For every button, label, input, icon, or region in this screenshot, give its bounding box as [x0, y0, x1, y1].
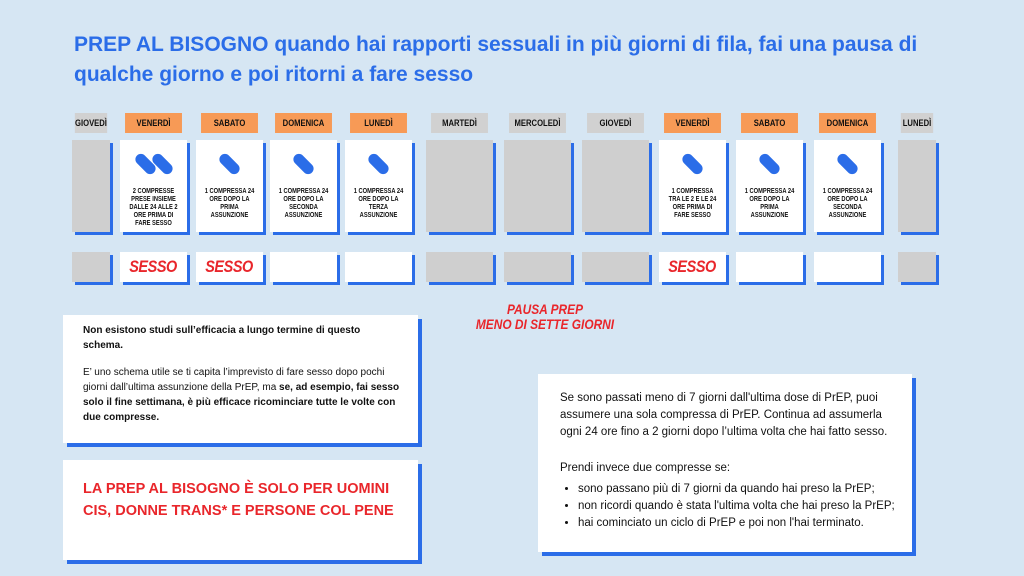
- pill-icon: [291, 152, 316, 177]
- day-header-monday-2: LUNEDÌ: [901, 113, 933, 133]
- dose-text: 1 COMPRESSA 24 ORE DOPO LA SECONDA ASSUNZIONE: [278, 188, 329, 219]
- sex-cell-empty: [814, 252, 881, 282]
- day-header-thursday-2: GIOVEDÌ: [587, 113, 644, 133]
- pause-label-line1: PAUSA PREP: [506, 301, 584, 317]
- list-item: • sono passano più di 7 giorni da quando hai preso la PrEP;: [578, 481, 918, 498]
- pause-label-line2: MENO DI SETTE GIORNI: [475, 316, 615, 332]
- dose-text: 1 COMPRESSA 24 ORE DOPO LA PRIMA ASSUNZIONE: [204, 188, 255, 219]
- day-header-thursday: GIOVEDÌ: [75, 113, 107, 133]
- day-header-sunday-2: DOMENICA: [819, 113, 876, 133]
- dose-text: 1 COMPRESSA 24 ORE DOPO LA TERZA ASSUNZIONE: [353, 188, 404, 219]
- dose-text: 1 COMPRESSA TRA LE 2 E LE 24 ORE PRIMA DI FARE SESSO: [668, 188, 717, 219]
- list-item: • non ricordi quando è stata l'ultima volta che hai preso la PrEP;: [578, 498, 918, 515]
- sex-label: SESSO: [129, 257, 178, 276]
- info-left-p2: [83, 365, 403, 425]
- sex-cell: [659, 252, 726, 282]
- info-box-left: [63, 315, 418, 443]
- pause-label: [456, 302, 635, 332]
- dose-card-empty: [582, 140, 649, 232]
- day-header-friday: VENERDÌ: [125, 113, 182, 133]
- sex-cell-empty: [504, 252, 571, 282]
- day-header-wednesday: MERCOLEDÌ: [509, 113, 566, 133]
- info-right-p2: Prendi invece due compresse se:: [560, 462, 731, 474]
- pill-icon: [366, 152, 391, 177]
- dose-card: [120, 140, 187, 232]
- dose-card: [659, 140, 726, 232]
- info-right-list: [560, 481, 918, 532]
- sex-cell: [196, 252, 263, 282]
- dose-card: [814, 140, 881, 232]
- info-left-p2-bold: se, ad esempio, fai sesso solo il fine settimana, è più efficace ricominciare tutte le volte con due compresse.: [83, 382, 400, 423]
- dose-card-empty: [72, 140, 110, 232]
- sex-label: SESSO: [668, 257, 717, 276]
- pill-icon: [835, 152, 860, 177]
- day-header-saturday: SABATO: [201, 113, 258, 133]
- info-right-p1: Se sono passati meno di 7 giorni dall'ultima dose di PrEP, puoi assumere una sola compressa di PrEP. Continua ad assumerla ogni 24 ore fino a 2 giorni dopo l’ultima volta che hai fatto sesso.: [560, 392, 888, 438]
- pill-icon: [680, 152, 705, 177]
- dose-card: [270, 140, 337, 232]
- dose-text: 1 COMPRESSA 24 ORE DOPO LA PRIMA ASSUNZIONE: [744, 188, 795, 219]
- dose-card-empty: [898, 140, 936, 232]
- sex-cell-empty: [582, 252, 649, 282]
- day-header-monday: LUNEDÌ: [350, 113, 407, 133]
- dose-text: 2 COMPRESSE PRESE INSIEME DALLE 24 ALLE 2 ORE PRIMA DI FARE SESSO: [129, 188, 178, 227]
- page-title: PREP AL BISOGNO quando hai rapporti sessuali in più giorni di fila, fai una pausa di qualche giorno e poi ritorni a fare sesso: [74, 33, 918, 86]
- dose-card: [196, 140, 263, 232]
- day-header-saturday-2: SABATO: [741, 113, 798, 133]
- dose-card: [736, 140, 803, 232]
- day-header-tuesday: MARTEDÌ: [431, 113, 488, 133]
- dose-card-empty: [504, 140, 571, 232]
- sex-cell-empty: [426, 252, 493, 282]
- pill-icon: [217, 152, 242, 177]
- info-box-right: [538, 374, 912, 552]
- sex-cell-empty: [270, 252, 337, 282]
- sex-cell: [120, 252, 187, 282]
- list-item: • hai cominciato un ciclo di PrEP e poi non l'hai terminato.: [578, 515, 918, 532]
- dose-text: 1 COMPRESSA 24 ORE DOPO LA SECONDA ASSUNZIONE: [822, 188, 873, 219]
- dose-card: [345, 140, 412, 232]
- sex-cell-empty: [736, 252, 803, 282]
- day-header-sunday: DOMENICA: [275, 113, 332, 133]
- sex-cell-empty: [345, 252, 412, 282]
- info-left-p2-start: E’ uno schema utile se ti capita l’imprevisto di fare sesso dopo pochi giorni dall’ultima assunzione della PrEP, ma: [83, 367, 385, 393]
- sex-cell-empty: [898, 252, 936, 282]
- sex-label: SESSO: [205, 257, 254, 276]
- day-header-friday-2: VENERDÌ: [664, 113, 721, 133]
- info-left-p1: Non esistono studi sull’efficacia a lungo termine di questo schema.: [83, 325, 361, 351]
- warning-text: LA PREP AL BISOGNO È SOLO PER UOMINI CIS, DONNE TRANS* E PERSONE COL PENE: [83, 481, 394, 519]
- pill-icon: [757, 152, 782, 177]
- dose-card-empty: [426, 140, 493, 232]
- sex-cell-empty: [72, 252, 110, 282]
- warning-box: [63, 460, 418, 560]
